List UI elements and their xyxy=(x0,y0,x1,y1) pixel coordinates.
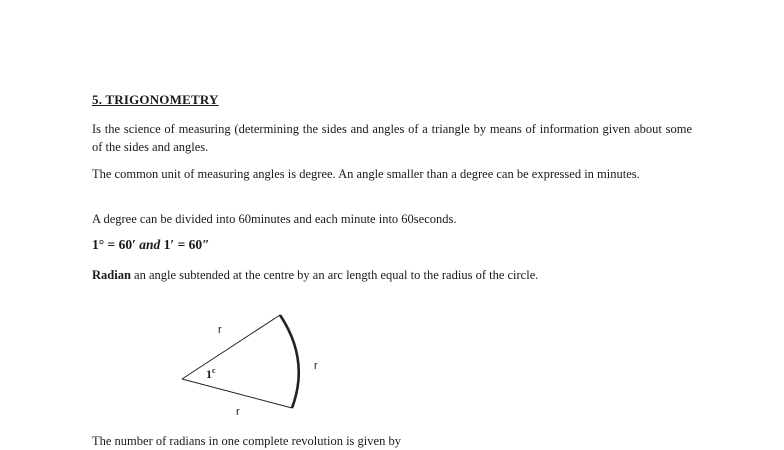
paragraph-radian xyxy=(92,266,692,284)
arc-label-right: r xyxy=(314,360,318,372)
angle-value: 1 xyxy=(206,367,212,381)
section-heading: 5. TRIGONOMETRY xyxy=(92,92,219,107)
angle-unit: c xyxy=(212,366,216,375)
paragraph-degree-division: A degree can be divided into 60minutes and each minute into 60seconds. xyxy=(92,212,457,226)
paragraph-degree-unit: The common unit of measuring angles is degree. An angle smaller than a degree can be expressed in minutes. xyxy=(92,167,640,181)
formula-right: 1′ = 60″ xyxy=(163,237,210,252)
radian-definition: an angle subtended at the centre by an arc length equal to the radius of the circle. xyxy=(130,268,539,282)
paragraph-definition: Is the science of measuring (determining the sides and angles of a triangle by means of information given about some of the sides and angles. xyxy=(92,122,692,154)
angle-label xyxy=(206,366,216,382)
sector-arc xyxy=(280,315,299,408)
paragraph-revolution: The number of radians in one complete revolution is given by xyxy=(92,434,401,448)
radian-term: Radian xyxy=(92,268,131,282)
formula-left: 1° = 60′ xyxy=(92,237,136,252)
radius-label-top: r xyxy=(218,324,222,336)
sector-radius-top xyxy=(182,315,280,379)
radius-label-bottom: r xyxy=(236,406,240,418)
formula-conjunction: and xyxy=(139,237,161,252)
sector-radius-bottom xyxy=(182,379,292,408)
degree-formula xyxy=(92,237,210,253)
